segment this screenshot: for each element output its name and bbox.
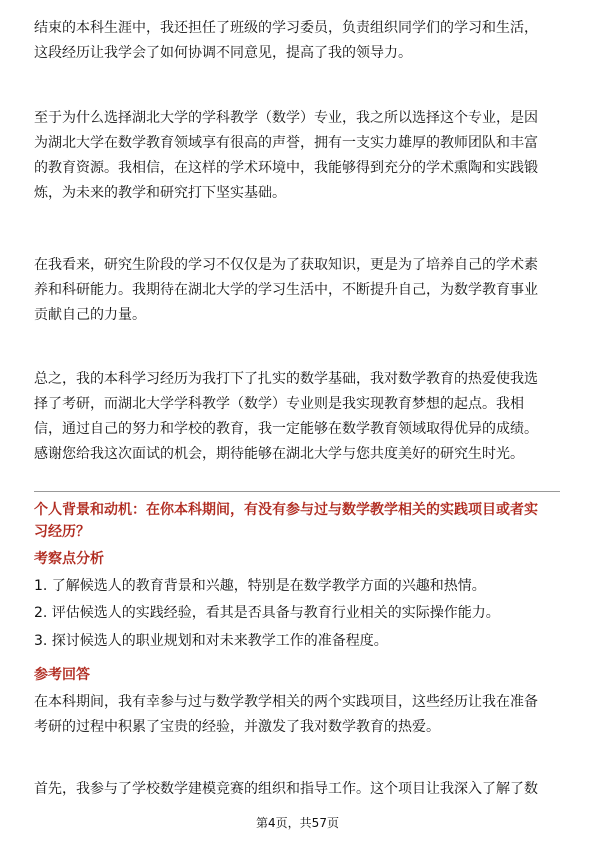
text-line: 的教育资源。我相信，在这样的学术环境中，我能够得到充分的学术熏陶和实践锻 (34, 160, 538, 176)
answer-heading: 参考回答 (34, 667, 90, 683)
text-line: 至于为什么选择湖北大学的学科教学（数学）专业，我之所以选择这个专业，是因 (34, 110, 538, 126)
text-line: 总之，我的本科学习经历为我打下了扎实的数学基础，我对数学教育的热爱使我选 (34, 371, 538, 387)
analysis-list-item: 1. 了解候选人的教育背景和兴趣，特别是在数学教学方面的兴趣和热情。 (34, 578, 486, 594)
text-line: 在本科期间，我有幸参与过与数学教学相关的两个实践项目，这些经历让我在准备 (34, 694, 538, 710)
text-line: 信，通过自己的努力和学校的教育，我一定能够在数学教育领域取得优异的成绩。 (34, 421, 538, 437)
analysis-heading: 考察点分析 (34, 551, 104, 567)
section-divider (34, 491, 560, 492)
answer-paragraph-1 (34, 690, 564, 740)
body-paragraph-1 (34, 16, 564, 66)
text-line: 感谢您给我这次面试的机会，期待能够在湖北大学与您共度美好的研究生时光。 (34, 446, 524, 462)
text-line: 炼，为未来的教学和研究打下坚实基础。 (34, 185, 286, 201)
text-line: 结束的本科生涯中，我还担任了班级的学习委员，负责组织同学们的学习和生活， (34, 20, 538, 36)
body-paragraph-3 (34, 253, 564, 328)
text-line: 贡献自己的力量。 (34, 307, 146, 323)
analysis-list-item: 3. 探讨候选人的职业规划和对未来教学工作的准备程度。 (34, 633, 388, 649)
text-line: 在我看来，研究生阶段的学习不仅仅是为了获取知识，更是为了培养自己的学术素 (34, 257, 538, 273)
text-line: 首先，我参与了学校数学建模竞赛的组织和指导工作。这个项目让我深入了解了数 (34, 781, 538, 797)
text-line: 养和科研能力。我期待在湖北大学的学习生活中，不断提升自己，为数学教育事业 (34, 282, 538, 298)
text-line: 为湖北大学在数学教育领域享有很高的声誉，拥有一支实力雄厚的教师团队和丰富 (34, 135, 538, 151)
body-paragraph-4 (34, 367, 564, 467)
page-number: 第4页，共57页 (256, 816, 339, 830)
text-line: 考研的过程中积累了宝贵的经验，并激发了我对数学教育的热爱。 (34, 719, 440, 735)
text-line: 这段经历让我学会了如何协调不同意见，提高了我的领导力。 (34, 45, 412, 61)
analysis-list-item: 2. 评估候选人的实践经验，看其是否具备与教育行业相关的实际操作能力。 (34, 605, 500, 621)
answer-paragraph-2 (34, 777, 564, 802)
text-line: 习经历？ (34, 524, 90, 540)
text-line: 个人背景和动机：在你本科期间，有没有参与过与数学教学相关的实践项目或者实 (34, 502, 538, 518)
question-heading (34, 499, 564, 543)
text-line: 择了考研，而湖北大学学科教学（数学）专业则是我实现教育梦想的起点。我相 (34, 396, 524, 412)
body-paragraph-2 (34, 106, 564, 206)
